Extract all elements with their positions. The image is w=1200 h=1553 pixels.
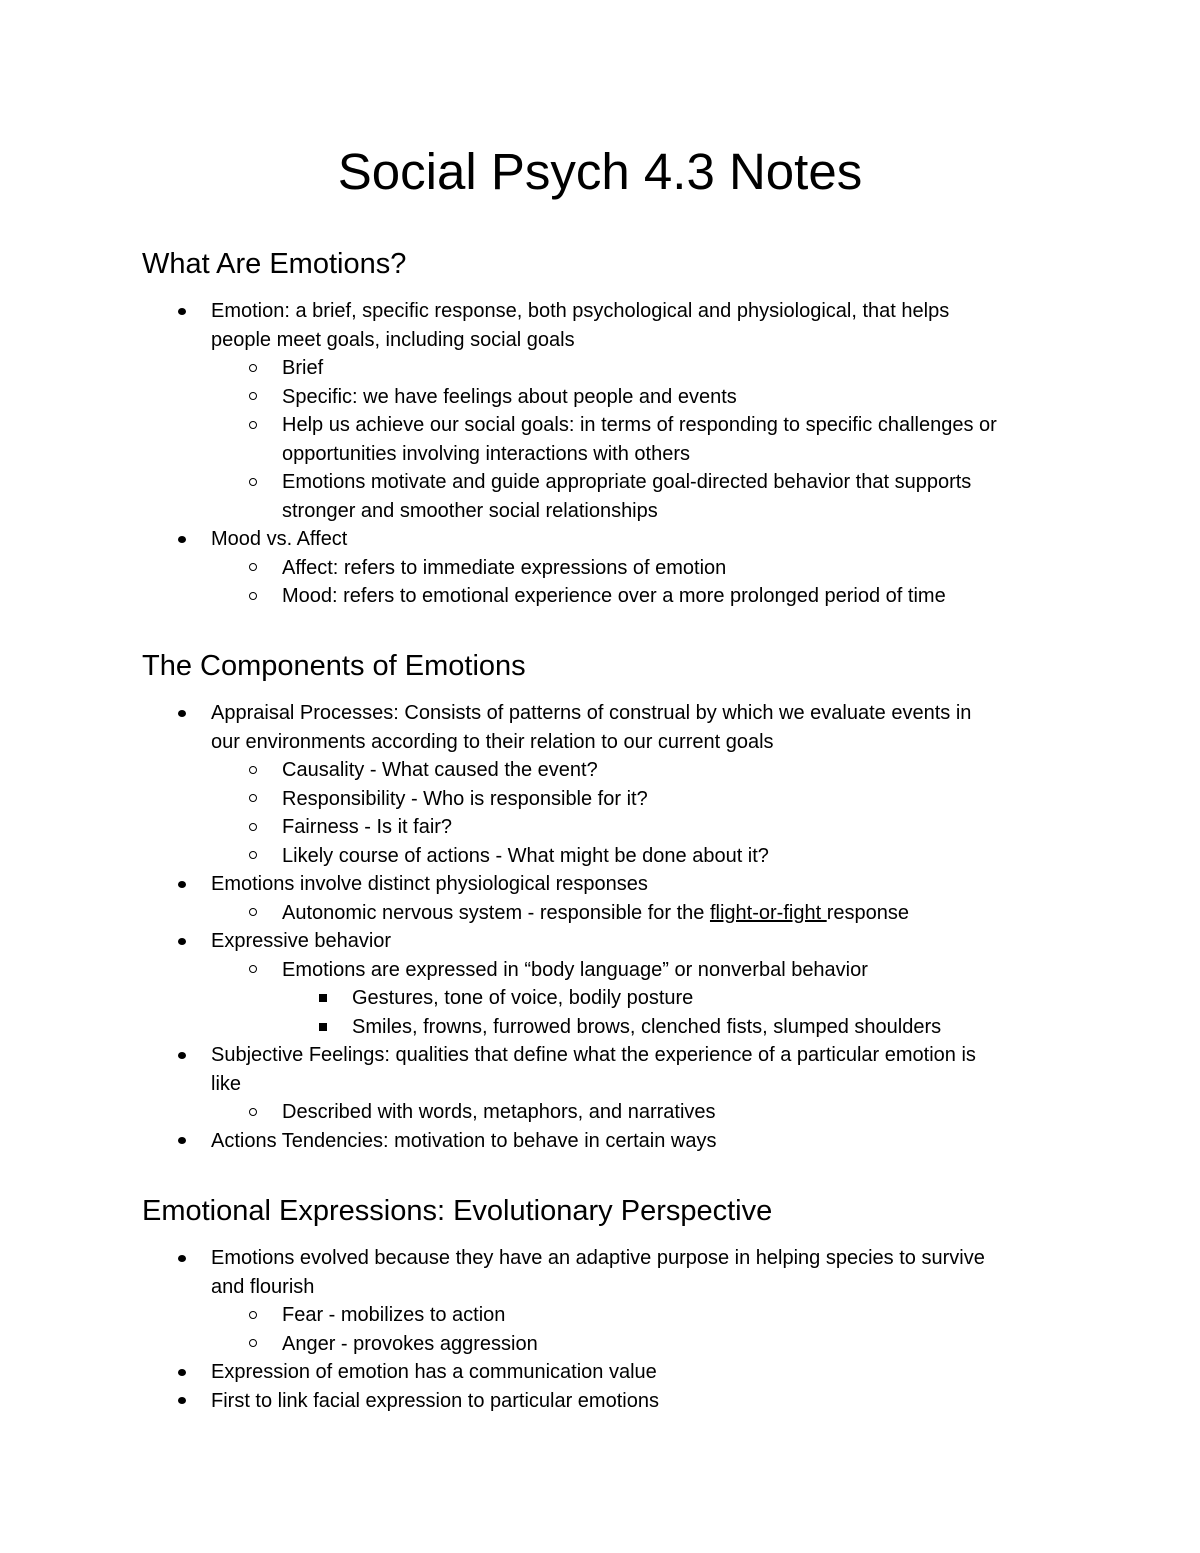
list-item-text: Gestures, tone of voice, bodily posture (352, 987, 694, 1009)
list-item-text: like (211, 1072, 242, 1095)
bullet-circle-icon (249, 1108, 257, 1116)
bullet-circle-icon (249, 1339, 257, 1347)
list-item-text: Described with words, metaphors, and narratives (282, 1101, 716, 1123)
list-item-text: Brief (282, 357, 324, 379)
underlined-term-link[interactable]: flight-or-fight (709, 901, 827, 924)
list-item (282, 842, 769, 870)
list-item-text: and flourish (211, 1275, 315, 1298)
list-item (211, 870, 648, 898)
list-item-continuation (282, 440, 690, 468)
list-item-text: Subjective Feelings: qualities that define what the experience of a particular emotion is (211, 1044, 976, 1066)
bullet-disc-icon (178, 1255, 186, 1262)
list-item (282, 1330, 538, 1358)
list-item-text: Emotions are expressed in “body language” or nonverbal behavior (282, 958, 868, 981)
list-item-text: Autonomic nervous system - responsible for the (282, 901, 710, 924)
list-item (282, 354, 323, 382)
list-item-text: Actions Tendencies: motivation to behave in certain ways (211, 1129, 717, 1152)
list-item-text: Emotions evolved because they have an adaptive purpose in helping species to survive (211, 1247, 985, 1269)
bullet-disc-icon (178, 1137, 186, 1144)
bullet-square-icon (319, 994, 327, 1002)
list-item-text: Likely course of actions - What might be done about it? (282, 844, 769, 867)
list-item-text: Emotions involve distinct physiological responses (211, 873, 648, 895)
list-item-text: Responsibility - Who is responsible for it? (282, 787, 648, 810)
list-item-text: Emotions motivate and guide appropriate goal-directed behavior that supports (282, 471, 972, 493)
bullet-disc-icon (178, 1397, 186, 1404)
list-item-text: our environments according to their relation to our current goals (211, 730, 774, 753)
list-item (282, 813, 452, 841)
page-title: Social Psych 4.3 Notes (337, 143, 863, 200)
bullet-circle-icon (249, 1311, 257, 1319)
list-item (282, 468, 971, 496)
bullet-disc-icon (178, 938, 186, 945)
list-item (211, 1244, 985, 1272)
bullet-disc-icon (178, 536, 186, 543)
list-item (282, 554, 726, 582)
list-item (211, 927, 391, 955)
list-item-text: Anger - provokes aggression (282, 1332, 538, 1355)
list-item (352, 984, 693, 1012)
list-item-continuation (211, 326, 575, 354)
list-item-text: Fairness - Is it fair? (282, 816, 453, 838)
section-heading: The Components of Emotions (142, 650, 526, 682)
bullet-circle-icon (249, 563, 257, 571)
list-item-text: Specific: we have feelings about people and events (282, 385, 737, 408)
list-item (282, 899, 909, 927)
list-item (282, 1301, 505, 1329)
list-item (211, 1358, 657, 1386)
list-item-text: stronger and smoother social relationships (282, 499, 658, 522)
list-item (282, 956, 868, 984)
list-item (282, 1098, 716, 1126)
list-item (211, 1041, 976, 1069)
list-item-text: Causality - What caused the event? (282, 759, 598, 781)
list-item-continuation (211, 1273, 314, 1301)
list-item-continuation (211, 1070, 241, 1098)
list-item-text: Appraisal Processes: Consists of patterns of construal by which we evaluate events in (211, 702, 972, 724)
list-item-text: Expressive behavior (211, 930, 392, 952)
bullet-circle-icon (249, 794, 257, 802)
list-item (211, 1127, 716, 1155)
bullet-disc-icon (178, 1052, 186, 1059)
bullet-disc-icon (178, 881, 186, 888)
bullet-circle-icon (249, 766, 257, 774)
list-item (211, 525, 347, 553)
bullet-square-icon (319, 1023, 327, 1031)
bullet-circle-icon (249, 421, 257, 429)
list-item-text: Mood: refers to emotional experience over a more prolonged period of time (282, 585, 946, 607)
bullet-disc-icon (178, 1369, 186, 1376)
list-item-continuation (211, 728, 774, 756)
bullet-disc-icon (178, 308, 186, 315)
list-item (282, 582, 946, 610)
list-item-text: Expression of emotion has a communication value (211, 1361, 657, 1383)
list-item-text-after: response (826, 901, 909, 924)
list-item (211, 1387, 659, 1415)
bullet-disc-icon (178, 710, 186, 717)
bullet-circle-icon (249, 392, 257, 400)
bullet-circle-icon (249, 364, 257, 372)
section-heading: Emotional Expressions: Evolutionary Perspective (142, 1195, 773, 1227)
section-heading: What Are Emotions? (142, 248, 407, 280)
list-item-text: Emotion: a brief, specific response, both psychological and physiological, that helps (211, 300, 950, 322)
bullet-circle-icon (249, 965, 257, 973)
bullet-circle-icon (249, 851, 257, 859)
bullet-circle-icon (249, 592, 257, 600)
bullet-circle-icon (249, 478, 257, 486)
list-item-continuation (282, 497, 658, 525)
list-item (211, 699, 971, 727)
list-item-text: Fear - mobilizes to action (282, 1304, 506, 1326)
list-item (211, 297, 949, 325)
list-item-text: First to link facial expression to particular emotions (211, 1389, 659, 1412)
bullet-circle-icon (249, 823, 257, 831)
list-item-text: Mood vs. Affect (211, 528, 348, 550)
list-item (282, 383, 737, 411)
list-item (282, 756, 598, 784)
bullet-circle-icon (249, 908, 257, 916)
list-item-text: opportunities involving interactions with others (282, 442, 690, 465)
list-item (282, 785, 648, 813)
list-item-text: Help us achieve our social goals: in terms of responding to specific challenges or (282, 414, 997, 436)
list-item-text: people meet goals, including social goals (211, 328, 575, 351)
list-item-text: Affect: refers to immediate expressions of emotion (282, 556, 727, 579)
list-item (282, 411, 997, 439)
list-item (352, 1013, 941, 1041)
list-item-text: Smiles, frowns, furrowed brows, clenched fists, slumped shoulders (352, 1015, 942, 1038)
